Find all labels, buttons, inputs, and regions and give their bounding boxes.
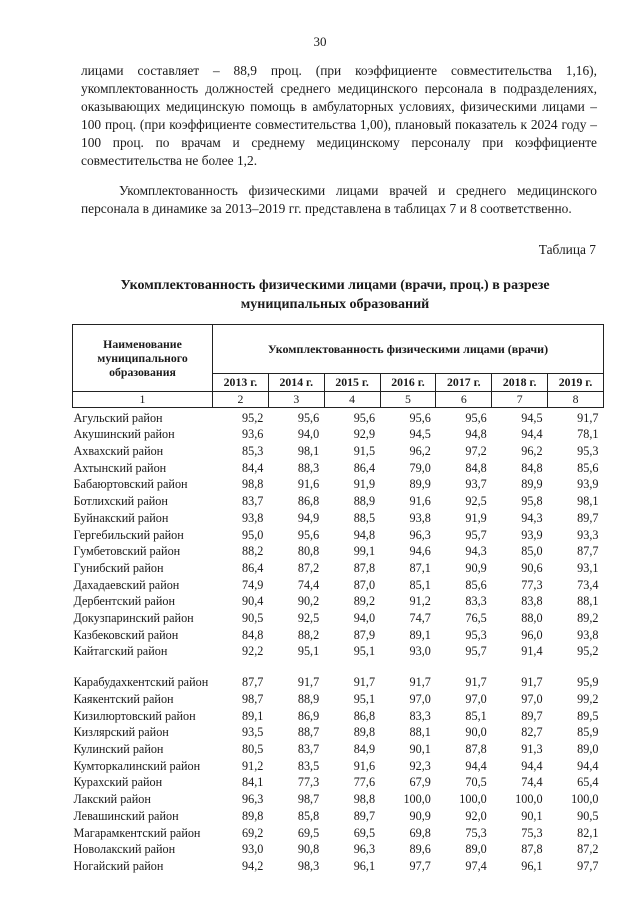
staffing-value: 85,1 [465, 708, 487, 723]
column-number: 5 [380, 392, 436, 408]
staffing-value: 92,3 [409, 758, 431, 773]
municipality-name: Казбековский район [73, 627, 179, 642]
staffing-value: 93,3 [577, 527, 599, 542]
staffing-value: 88,9 [353, 494, 376, 509]
staffing-value: 84,9 [353, 742, 376, 757]
municipality-name: Левашинский район [73, 808, 179, 823]
staffing-value: 83,7 [242, 494, 264, 509]
staffing-value: 83,5 [297, 758, 320, 773]
staffing-value: 87,8 [521, 842, 543, 857]
staffing-value: 97,2 [465, 444, 487, 459]
header-municipality: Наименование муниципального образования [73, 325, 213, 392]
table-row [73, 739, 604, 756]
staffing-value: 86,4 [353, 460, 376, 475]
municipality-name: Гергебильский район [73, 527, 184, 542]
staffing-value: 100,0 [515, 792, 543, 807]
municipality-name: Курахский район [73, 775, 163, 790]
municipality-name: Лакский район [73, 792, 151, 807]
staffing-value: 94,8 [353, 527, 376, 542]
staffing-value: 95,9 [577, 675, 599, 690]
header-staffing-group: Укомплектованность физическими лицами (врачи) [213, 325, 604, 374]
staffing-value: 88,0 [521, 610, 543, 625]
staffing-value: 90,5 [242, 610, 264, 625]
staffing-value: 94,2 [242, 858, 264, 873]
column-number: 7 [492, 392, 548, 408]
staffing-value: 89,7 [521, 708, 543, 723]
column-number: 3 [268, 392, 324, 408]
staffing-value: 77,3 [521, 577, 543, 592]
staffing-value: 94,3 [521, 510, 543, 525]
header-year: 2015 г. [324, 374, 380, 392]
staffing-value: 89,0 [465, 842, 487, 857]
municipality-name: Кулинский район [73, 742, 164, 757]
staffing-value: 85,9 [577, 725, 599, 740]
table-row [73, 840, 604, 857]
table-row [73, 789, 604, 806]
header-year: 2013 г. [213, 374, 269, 392]
column-number: 8 [548, 392, 604, 408]
staffing-value: 98,1 [577, 494, 599, 509]
staffing-value: 92,5 [297, 610, 320, 625]
staffing-value: 95,8 [521, 494, 543, 509]
staffing-value: 94,0 [353, 610, 376, 625]
staffing-value: 69,5 [297, 825, 320, 840]
staffing-value: 100,0 [571, 792, 599, 807]
table-row [73, 542, 604, 559]
staffing-value: 78,1 [577, 427, 599, 442]
staffing-value: 95,6 [353, 410, 376, 425]
staffing-value: 91,7 [297, 675, 320, 690]
staffing-value: 84,8 [465, 460, 487, 475]
staffing-value: 77,6 [353, 775, 376, 790]
municipality-name: Новолакский район [73, 842, 176, 857]
staffing-value: 98,8 [242, 477, 264, 492]
staffing-value: 85,6 [465, 577, 487, 592]
staffing-value: 93,0 [242, 842, 264, 857]
column-number: 6 [436, 392, 492, 408]
municipality-name: Ботлихский район [73, 494, 168, 509]
staffing-value: 94,9 [297, 510, 320, 525]
staffing-value: 84,4 [242, 460, 264, 475]
municipality-name: Буйнакский район [73, 510, 169, 525]
column-number: 2 [213, 392, 269, 408]
staffing-value: 90,5 [577, 808, 599, 823]
table-row [73, 408, 604, 425]
staffing-value: 87,0 [353, 577, 376, 592]
staffing-value: 94,3 [465, 544, 487, 559]
staffing-value: 74,4 [521, 775, 543, 790]
staffing-value: 90,8 [297, 842, 320, 857]
staffing-value: 82,7 [521, 725, 543, 740]
staffing-value: 91,5 [353, 444, 376, 459]
staffing-value: 67,9 [409, 775, 431, 790]
staffing-value: 90,0 [465, 725, 487, 740]
staffing-value: 95,3 [577, 444, 599, 459]
staffing-value: 69,2 [242, 825, 264, 840]
staffing-value: 90,1 [521, 808, 543, 823]
staffing-value: 96,3 [242, 792, 264, 807]
staffing-value: 90,9 [409, 808, 431, 823]
staffing-value: 75,3 [521, 825, 543, 840]
header-year: 2017 г. [436, 374, 492, 392]
table-row [73, 689, 604, 706]
staffing-value: 91,7 [353, 675, 376, 690]
staffing-value: 79,0 [409, 460, 431, 475]
staffing-value: 98,3 [297, 858, 320, 873]
staffing-value: 91,7 [577, 410, 599, 425]
table-row [73, 441, 604, 458]
staffing-value: 92,2 [242, 644, 264, 659]
column-number: 1 [73, 392, 213, 408]
staffing-value: 91,6 [353, 758, 376, 773]
staffing-value: 87,7 [577, 544, 599, 559]
staffing-value: 88,3 [297, 460, 320, 475]
staffing-value: 89,9 [521, 477, 543, 492]
staffing-value: 85,6 [577, 460, 599, 475]
table-row [73, 575, 604, 592]
staffing-value: 87,2 [297, 560, 320, 575]
staffing-value: 84,8 [521, 460, 543, 475]
staffing-value: 94,6 [409, 544, 431, 559]
staffing-value: 83,8 [521, 594, 543, 609]
staffing-value: 88,1 [577, 594, 599, 609]
staffing-value: 91,9 [353, 477, 376, 492]
staffing-value: 100,0 [403, 792, 431, 807]
staffing-value: 89,1 [242, 708, 264, 723]
staffing-value: 97,7 [577, 858, 599, 873]
table-row [73, 558, 604, 575]
staffing-value: 69,8 [409, 825, 431, 840]
staffing-value: 100,0 [459, 792, 487, 807]
staffing-value: 89,0 [577, 742, 599, 757]
staffing-value: 89,8 [242, 808, 264, 823]
staffing-value: 94,4 [577, 758, 599, 773]
staffing-value: 91,7 [521, 675, 543, 690]
staffing-value: 86,8 [353, 708, 376, 723]
staffing-value: 96,0 [521, 627, 543, 642]
staffing-value: 74,7 [409, 610, 431, 625]
staffing-value: 91,7 [409, 675, 431, 690]
table-row [73, 806, 604, 823]
staffing-value: 95,7 [465, 644, 487, 659]
staffing-value: 91,6 [297, 477, 320, 492]
staffing-value: 98,1 [297, 444, 320, 459]
staffing-value: 88,1 [409, 725, 431, 740]
staffing-value: 90,1 [409, 742, 431, 757]
staffing-value: 94,4 [465, 758, 487, 773]
table-row [73, 491, 604, 508]
municipality-name: Каякентский район [73, 692, 174, 706]
staffing-value: 96,3 [409, 527, 431, 542]
staffing-value: 84,1 [242, 775, 264, 790]
page-number: 30 [313, 34, 327, 49]
staffing-value: 90,6 [521, 560, 543, 575]
table-row [73, 608, 604, 625]
staffing-value: 95,2 [577, 644, 599, 659]
staffing-value: 95,1 [353, 692, 376, 706]
staffing-value: 97,0 [521, 692, 543, 706]
header-year: 2014 г. [268, 374, 324, 392]
table-row [73, 723, 604, 740]
municipality-name: Гумбетовский район [73, 544, 181, 559]
table-row [73, 592, 604, 609]
municipality-name: Агульский район [73, 410, 163, 425]
staffing-value: 87,2 [577, 842, 599, 857]
municipality-name: Дербентский район [73, 594, 175, 609]
staffing-value: 70,5 [465, 775, 487, 790]
table-row [73, 642, 604, 659]
staffing-value: 85,1 [409, 577, 431, 592]
staffing-value: 86,4 [242, 560, 264, 575]
staffing-value: 85,0 [521, 544, 543, 559]
staffing-value: 94,8 [465, 427, 487, 442]
staffing-value: 95,1 [353, 644, 376, 659]
staffing-value: 96,2 [409, 444, 431, 459]
staffing-value: 89,2 [577, 610, 599, 625]
staffing-value: 87,8 [465, 742, 487, 757]
staffing-value: 96,1 [521, 858, 543, 873]
staffing-value: 90,9 [465, 560, 487, 575]
table-row [73, 658, 604, 689]
staffing-value: 89,9 [409, 477, 431, 492]
staffing-value: 88,7 [297, 725, 320, 740]
staffing-value: 94,5 [409, 427, 431, 442]
staffing-value: 89,8 [353, 725, 376, 740]
staffing-value: 90,2 [297, 594, 320, 609]
staffing-value: 92,9 [353, 427, 376, 442]
staffing-value: 93,9 [521, 527, 543, 542]
staffing-value: 89,1 [409, 627, 431, 642]
staffing-value: 95,3 [465, 627, 487, 642]
staffing-table [72, 324, 604, 873]
municipality-name: Ахвахский район [73, 444, 164, 459]
staffing-value: 88,2 [242, 544, 264, 559]
staffing-value: 96,2 [521, 444, 543, 459]
staffing-value: 74,4 [297, 577, 320, 592]
table-row [73, 756, 604, 773]
table-row [73, 823, 604, 840]
staffing-value: 97,4 [465, 858, 487, 873]
staffing-value: 87,1 [409, 560, 431, 575]
staffing-value: 99,1 [353, 544, 376, 559]
staffing-value: 89,2 [353, 594, 376, 609]
staffing-value: 95,6 [409, 410, 431, 425]
staffing-value: 96,3 [353, 842, 376, 857]
staffing-value: 91,4 [521, 644, 543, 659]
staffing-value: 91,6 [409, 494, 431, 509]
staffing-value: 93,9 [577, 477, 599, 492]
municipality-name: Гунибский район [73, 560, 164, 575]
staffing-value: 99,2 [577, 692, 599, 706]
staffing-value: 83,3 [465, 594, 487, 609]
staffing-value: 93,8 [577, 627, 599, 642]
header-year: 2018 г. [492, 374, 548, 392]
staffing-value: 88,9 [297, 692, 320, 706]
table-row [73, 425, 604, 442]
staffing-value: 86,9 [297, 708, 320, 723]
staffing-value: 76,5 [465, 610, 487, 625]
staffing-value: 80,5 [242, 742, 264, 757]
staffing-value: 77,3 [297, 775, 320, 790]
staffing-value: 93,0 [409, 644, 431, 659]
municipality-name: Акушинский район [73, 427, 175, 442]
staffing-value: 95,7 [465, 527, 487, 542]
staffing-value: 80,8 [297, 544, 320, 559]
municipality-name: Кизлярский район [73, 725, 169, 740]
staffing-value: 87,9 [353, 627, 376, 642]
staffing-value: 82,1 [577, 825, 599, 840]
header-year: 2019 г. [548, 374, 604, 392]
municipality-name: Дахадаевский район [73, 577, 180, 592]
staffing-value: 95,6 [297, 527, 320, 542]
staffing-value: 91,2 [242, 758, 264, 773]
staffing-value: 69,5 [353, 825, 376, 840]
staffing-value: 89,7 [353, 808, 376, 823]
staffing-value: 94,4 [521, 427, 543, 442]
staffing-value: 89,7 [577, 510, 599, 525]
staffing-value: 93,7 [465, 477, 487, 492]
staffing-value: 65,4 [577, 775, 599, 790]
staffing-value: 85,8 [297, 808, 320, 823]
municipality-name: Кумторкалинский район [73, 758, 201, 773]
staffing-value: 91,7 [465, 675, 487, 690]
staffing-value: 93,8 [409, 510, 431, 525]
staffing-value: 86,8 [297, 494, 320, 509]
staffing-value: 91,3 [521, 742, 543, 757]
table-row [73, 856, 604, 873]
municipality-name: Кизилюртовский район [73, 708, 196, 723]
table-row [73, 706, 604, 723]
table-row [73, 458, 604, 475]
staffing-value: 73,4 [577, 577, 599, 592]
staffing-value: 98,7 [297, 792, 320, 807]
staffing-value: 84,8 [242, 627, 264, 642]
staffing-value: 88,5 [353, 510, 376, 525]
table-title: Укомплектованность физическими лицами (врачи, проц.) в разрезе муниципальных образований [120, 278, 550, 312]
staffing-value: 87,7 [242, 675, 264, 690]
staffing-value: 91,2 [409, 594, 431, 609]
table-row [73, 475, 604, 492]
staffing-value: 97,0 [409, 692, 431, 706]
municipality-name: Ногайский район [73, 858, 164, 873]
staffing-value: 87,8 [353, 560, 376, 575]
staffing-value: 95,6 [465, 410, 487, 425]
staffing-value: 88,2 [297, 627, 320, 642]
staffing-value: 97,7 [409, 858, 431, 873]
staffing-value: 85,3 [242, 444, 264, 459]
staffing-value: 75,3 [465, 825, 487, 840]
municipality-name: Магарамкентский район [73, 825, 201, 840]
staffing-value: 94,5 [521, 410, 543, 425]
staffing-value: 89,6 [409, 842, 431, 857]
staffing-value: 94,0 [297, 427, 320, 442]
municipality-name: Бабаюртовский район [73, 477, 188, 492]
staffing-value: 98,8 [353, 792, 376, 807]
staffing-value: 83,7 [297, 742, 320, 757]
staffing-value: 95,6 [297, 410, 320, 425]
staffing-value: 74,9 [242, 577, 264, 592]
staffing-value: 93,5 [242, 725, 264, 740]
staffing-value: 96,1 [353, 858, 376, 873]
staffing-value: 83,3 [409, 708, 431, 723]
staffing-value: 98,7 [242, 692, 264, 706]
staffing-value: 95,1 [297, 644, 320, 659]
table-label: Таблица 7 [538, 242, 596, 257]
municipality-name: Ахтынский район [73, 460, 167, 475]
municipality-name: Докузпаринский район [73, 610, 194, 625]
column-number: 4 [324, 392, 380, 408]
staffing-value: 93,6 [242, 427, 264, 442]
staffing-value: 95,0 [242, 527, 264, 542]
table-row [73, 525, 604, 542]
staffing-value: 97,0 [465, 692, 487, 706]
staffing-value: 95,2 [242, 410, 264, 425]
staffing-value: 93,1 [577, 560, 599, 575]
table-row [73, 773, 604, 790]
paragraph-2: Укомплектованность физическими лицами врачей и среднего медицинского персонала в динамике за 2013–2019 гг. представлена в таблицах 7 и 8 соответственно. [81, 183, 597, 216]
municipality-name: Кайтагский район [73, 644, 168, 659]
header-year: 2016 г. [380, 374, 436, 392]
staffing-value: 93,8 [242, 510, 264, 525]
municipality-name: Карабудахкентский район [73, 675, 209, 690]
paragraph-1: лицами составляет – 88,9 проц. (при коэффициенте совместительства 1,16), укомплектованность должностей среднего медицинского персонала в подразделениях, оказывающих медицинскую помощь в амбулаторных условиях, физическими лицами – 100 проц. (при коэффициенте совместительства 1,00), плановый показатель к 2024 году – 100 проц. по врачам и среднему медицинскому персоналу при коэффициенте совместительства не более 1,2. [81, 63, 597, 168]
staffing-value: 91,9 [465, 510, 487, 525]
table-row [73, 625, 604, 642]
staffing-value: 94,4 [521, 758, 543, 773]
staffing-value: 92,0 [465, 808, 487, 823]
staffing-value: 92,5 [465, 494, 487, 509]
staffing-value: 89,5 [577, 708, 599, 723]
table-row [73, 508, 604, 525]
staffing-value: 90,4 [242, 594, 264, 609]
